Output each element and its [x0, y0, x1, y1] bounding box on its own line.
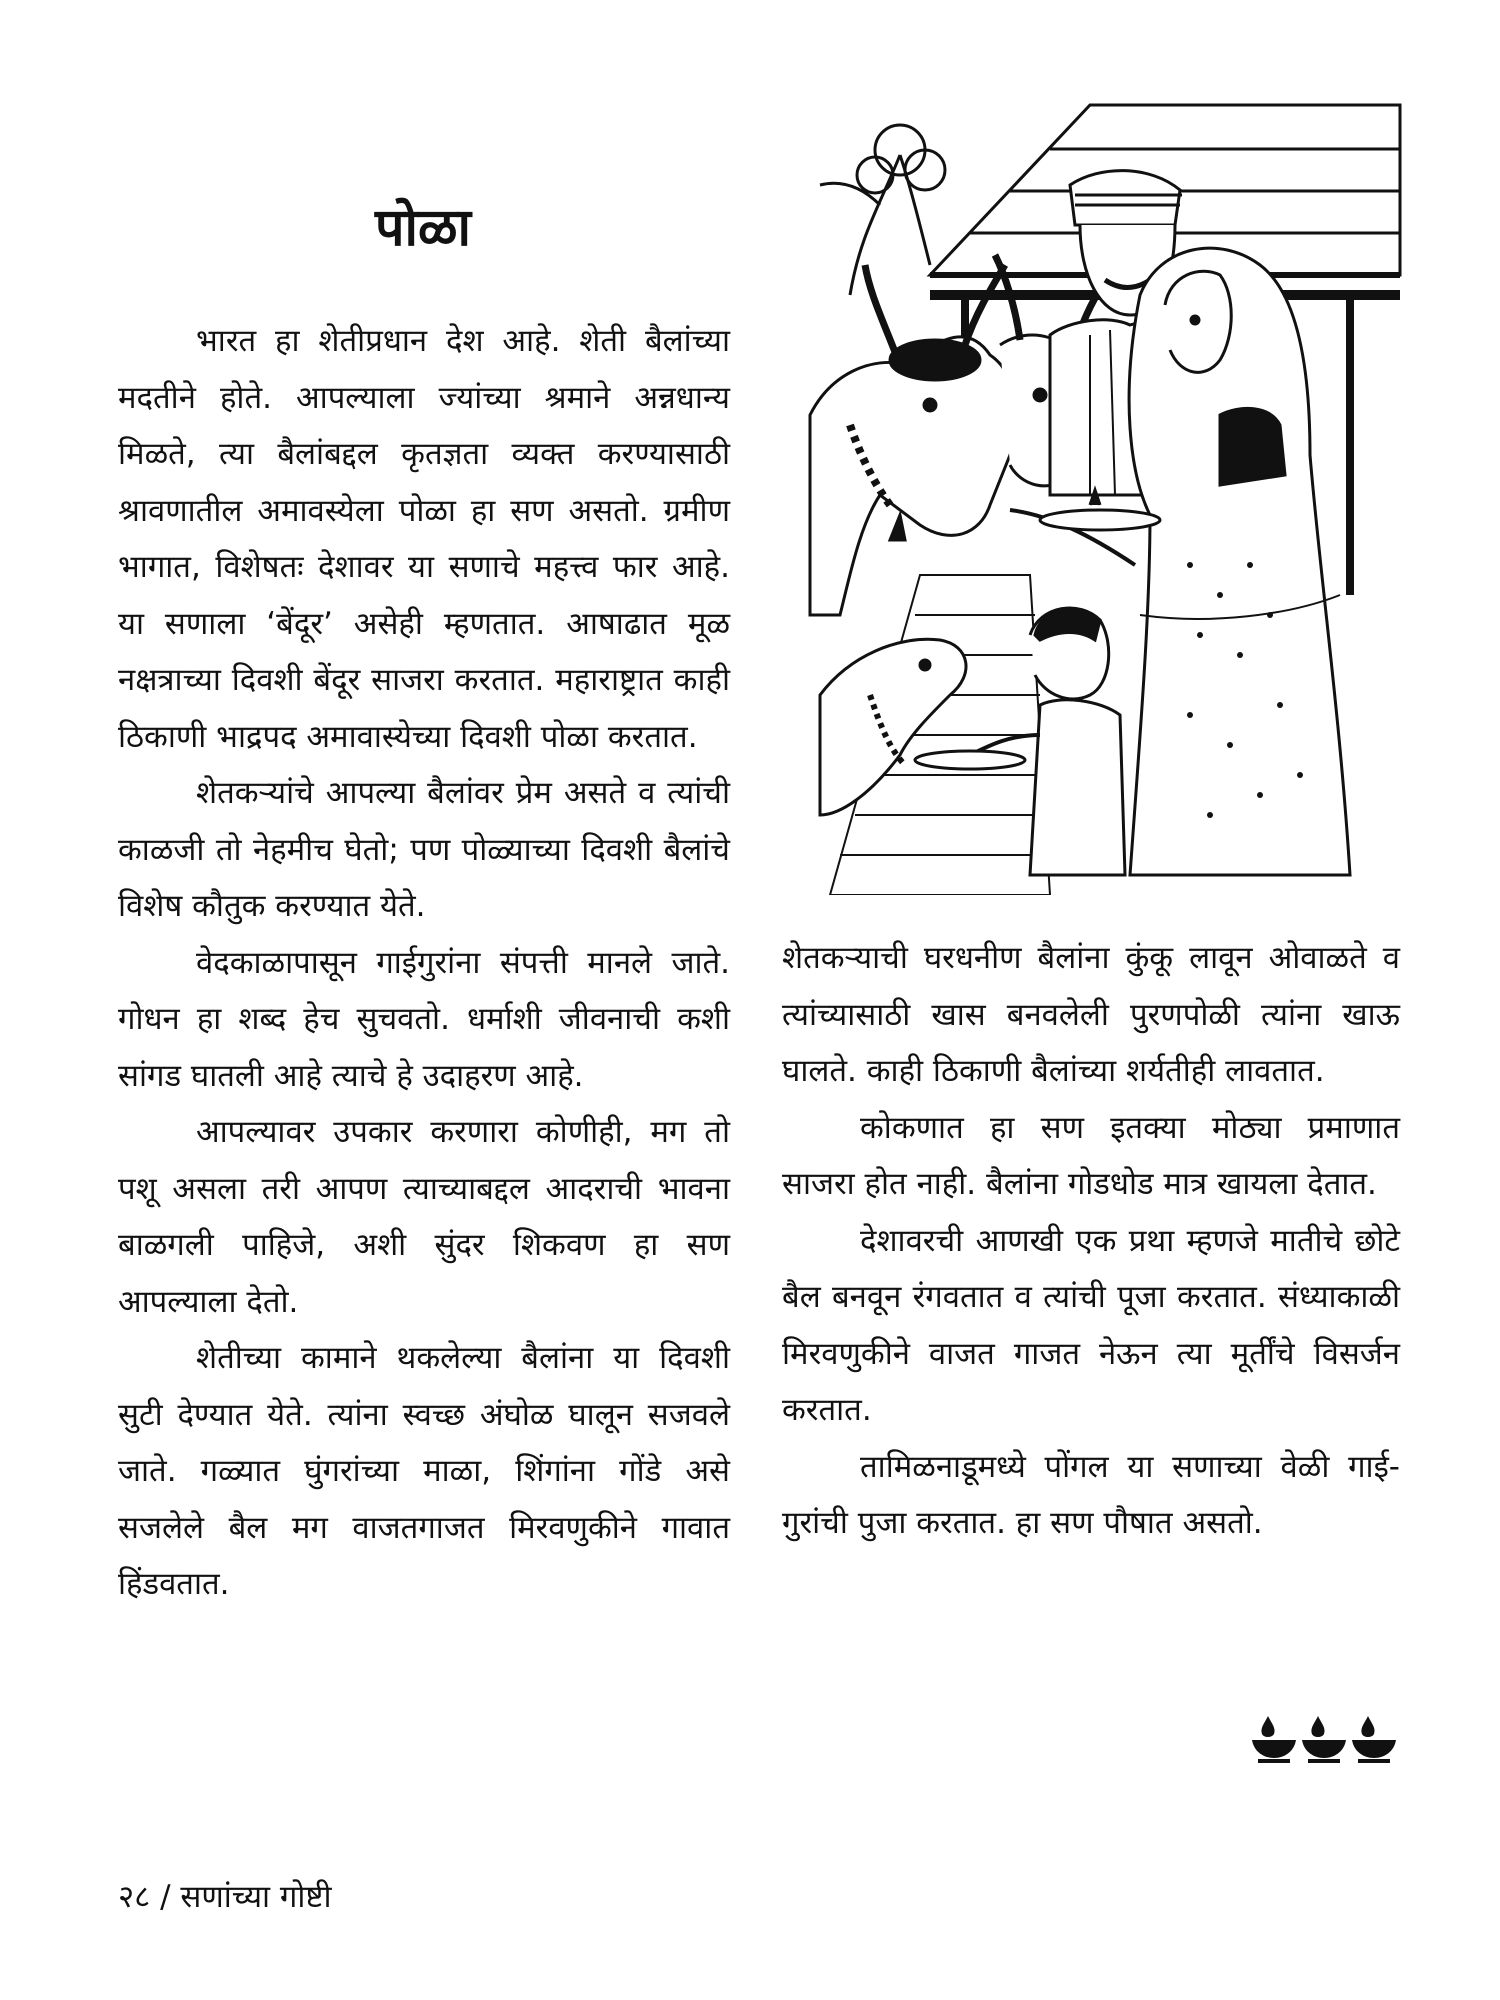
diya-icon [1252, 1716, 1296, 1763]
paragraph: भारत हा शेतीप्रधान देश आहे. शेती बैलांच्या मदतीने होते. आपल्याला ज्यांच्या श्रमाने अन्नधान्य मिळते, त्या बैलांबद्दल कृतज्ञता व्यक्त करण्यासाठी श्रावणातील अमावस्येला पोळा हा सण असतो. ग्रमीण भागात, विशेषतः देशावर या सणाचे महत्त्व फार आहे. या सणाला ‘बेंदूर’ असेही म्हणतात. आषाढात मूळ नक्षत्राच्या दिवशी बेंदूर साजरा करतात. महाराष्ट्रात काही ठिकाणी भाद्रपद अमावास्येच्या दिवशी पोळा करतात. [118, 323, 730, 755]
tree-drawing [820, 125, 945, 295]
paragraph: आपल्यावर उपकार करणारा कोणीही, मग तो पशू असला तरी आपण त्याच्याबद्दल आदराची भावना बाळगली पाहिजे, अशी सुंदर शिकवण हा सण आपल्याला देतो. [118, 1114, 730, 1320]
paragraph: शेतीच्या कामाने थकलेल्या बैलांना या दिवशी सुटी देण्यात येते. त्यांना स्वच्छ अंघोळ घालून सजवले जाते. गळ्यात घुंगरांच्या माळा, शिंगांना गोंडे असे सजलेले बैल मग वाजतगाजत मिरवणुकीने गावात हिंडवतात. [118, 1340, 730, 1602]
paragraph: तामिळनाडूमध्ये पोंगल या सणाच्या वेळी गाई-गुरांची पुजा करतात. हा सण पौषात असतो. [782, 1448, 1400, 1541]
diya-icon [1352, 1716, 1396, 1763]
paragraph: कोकणात हा सण इतक्या मोठ्या प्रमाणात साजरा होत नाही. बैलांना गोडधोड मात्र खायला देतात. [782, 1109, 1400, 1202]
page-footer: २८ / सणांच्या गोष्टी [118, 1879, 332, 1915]
page-title: पोळा [375, 198, 471, 258]
paragraph: वेदकाळापासून गाईगुरांना संपत्ती मानले जाते. गोधन हा शब्द हेच सुचवतो. धर्माशी जीवनाची कशी सांगड घातली आहे त्याचे हे उदाहरण आहे. [118, 944, 730, 1094]
paragraph: शेतकऱ्यांचे आपल्या बैलांवर प्रेम असते व त्यांची काळजी तो नेहमीच घेतो; पण पोळ्याच्या दिवशी बैलांचे विशेष कौतुक करण्यात येते. [118, 775, 730, 924]
pola-illustration [790, 95, 1405, 895]
diya-icon [1302, 1716, 1346, 1763]
paragraph: देशावरची आणखी एक प्रथा म्हणजे मातीचे छोटे बैल बनवून रंगवतात व त्यांची पूजा करतात. संध्याकाळी मिरवणुकीने वाजत गाजत नेऊन त्या मूर्तींचे विसर्जन करतात. [782, 1222, 1400, 1428]
right-column [782, 930, 1400, 1552]
paragraph: शेतकऱ्याची घरधनीण बैलांना कुंकू लावून ओवाळते व त्यांच्यासाठी खास बनवलेली पुरणपोळी त्यांना खाऊ घालते. काही ठिकाणी बैलांच्या शर्यतीही लावतात. [782, 940, 1400, 1089]
diya-lamps-ornament [1250, 1712, 1400, 1764]
left-column [118, 313, 730, 1613]
